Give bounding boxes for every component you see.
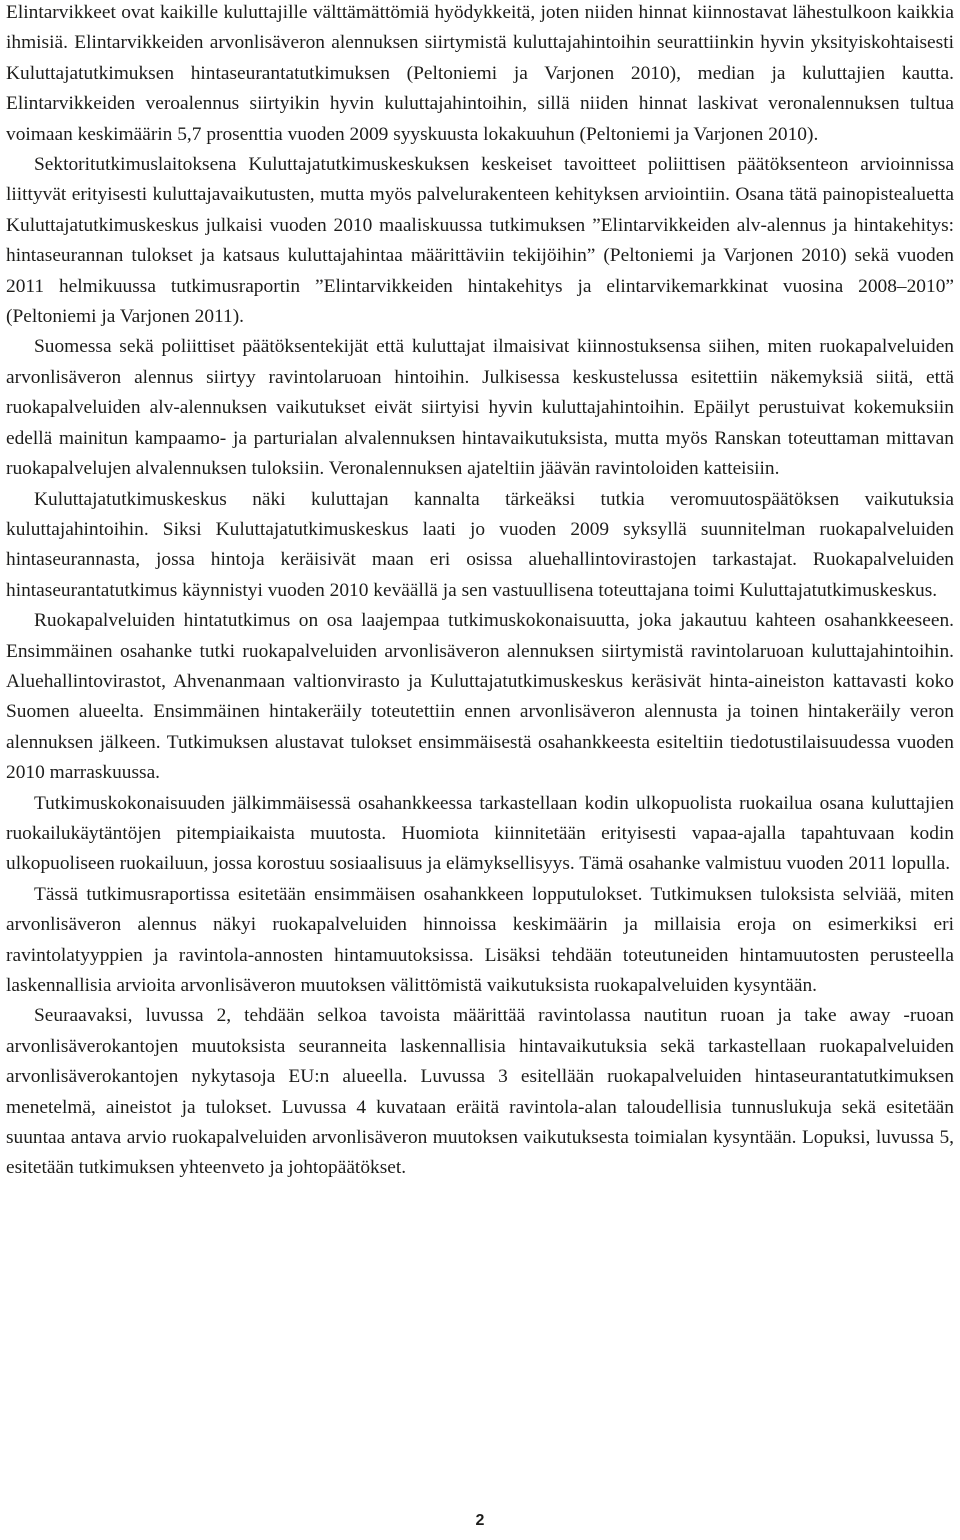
- paragraph-5: Ruokapalveluiden hintatutkimus on osa laajempaa tutkimuskokonaisuutta, joka jakautuu kahteen osahankkeeseen. Ensimmäinen osahanke tutki ruokapalveluiden arvonlisäveron alennuksen siirtymistä ravintolaruoan kuluttajahintoihin. Aluehallintovirastot, Ahvenanmaan valtionvirasto ja Kuluttajatutkimuskeskus keräsivät hinta-aineiston kattavasti koko Suomen alueelta. Ensimmäinen hintakeräily toteutettiin ennen arvonlisäveron alennusta ja toinen hintakeräily veron alennuksen jälkeen. Tutkimuksen alustavat tulokset ensimmäisestä osahankkeesta esiteltiin tiedotustilaisuudessa vuoden 2010 marraskuussa.: [6, 610, 954, 784]
- paragraph-4: Kuluttajatutkimuskeskus näki kuluttajan kannalta tärkeäksi tutkia veromuutospäätöksen vaikutuksia kuluttajahintoihin. Siksi Kuluttajatutkimuskeskus laati jo vuoden 2009 syksyllä suunnitelman ruokapalveluiden hintaseurannasta, jossa hintoja keräisivät maan eri osissa aluehallintovirastojen tarkastajat. Ruokapalveluiden hintaseurantatutkimus käynnistyi vuoden 2010 keväällä ja sen vastuullisena toteuttajana toimi Kuluttajatutkimuskeskus.: [6, 488, 954, 601]
- page-number: 2: [475, 1512, 485, 1529]
- paragraph-3: Suomessa sekä poliittiset päätöksentekijät että kuluttajat ilmaisivat kiinnostuksensa siihen, miten ruokapalveluiden arvonlisäveron alennus siirtyy ravintolaruoan hintoihin. Julkisessa keskustelussa esitettiin näkemyksiä siitä, että ruokapalveluiden alv-alennuksen vaikutukset eivät siirtyisi hyvin kuluttajahintoihin. Epäilyt perustuivat kokemuksiin edellä mainitun kampaamo- ja parturialan alvalennuksen hintavaikutuksista, mutta myös Ranskan toteuttaman mittavan ruokapalvelujen alvalennuksen tuloksiin. Veronalennuksen ajateltiin jäävän ravintoloiden katteisiin.: [6, 336, 954, 480]
- paragraph-2: Sektoritutkimuslaitoksena Kuluttajatutkimuskeskuksen keskeiset tavoitteet poliittisen päätöksenteon arvioinnissa liittyvät erityisesti kuluttajavaikutusten, mutta myös palvelurakenteen kehityksen arviointiin. Osana tätä painopistealuetta Kuluttajatutkimuskeskus julkaisi vuoden 2010 maaliskuussa tutkimuksen ”Elintarvikkeiden alv-alennus ja hintakehitys: hintaseurannan tulokset ja katsaus kuluttajahintaa määrittäviin tekijöihin” (Peltoniemi ja Varjonen 2010) sekä vuoden 2011 helmikuussa tutkimusraportin ”Elintarvikkeiden hintakehitys ja elintarvikemarkkinat vuosina 2008–2010” (Peltoniemi ja Varjonen 2011).: [6, 154, 954, 328]
- paragraph-6: Tutkimuskokonaisuuden jälkimmäisessä osahankkeessa tarkastellaan kodin ulkopuolista ruokailua osana kuluttajien ruokailukäytäntöjen pitempiaikaista muutosta. Huomiota kiinnitetään erityisesti vapaa-ajalla tapahtuvaan kodin ulkopuoliseen ruokailuun, jossa korostuu sosiaalisuus ja elämyksellisyys. Tämä osahanke valmistuu vuoden 2011 lopulla.: [6, 792, 954, 875]
- paragraph-7: Tässä tutkimusraportissa esitetään ensimmäisen osahankkeen lopputulokset. Tutkimuksen tuloksista selviää, miten arvonlisäveron alennus näkyi ruokapalveluiden hinnoissa keskimäärin ja millaisia eroja on esimerkiksi eri ravintolatyyppien ja ravintola-annosten hintamuutoksissa. Lisäksi tehdään toteutuneiden hintamuutosten perusteella laskennallisia arvioita arvonlisäveron muutoksen välittömistä vaikutuksista ruokapalveluiden kysyntään.: [6, 883, 954, 996]
- paragraph-1: Elintarvikkeet ovat kaikille kuluttajille välttämättömiä hyödykkeitä, joten niiden hinnat kiinnostavat lähestulkoon kaikkia ihmisiä. Elintarvikkeiden arvonlisäveron alennuksen siirtymistä kuluttajahintoihin seurattiinkin hyvin yksityiskohtaisesti Kuluttajatutkimuksen hintaseurantatutkimuksen (Peltoniemi ja Varjonen 2010), median ja kuluttajien kautta. Elintarvikkeiden veroalennus siirtyikin hyvin kuluttajahintoihin, sillä niiden hinnat laskivat veronalennuksen tultua voimaan keskimäärin 5,7 prosenttia vuoden 2009 syyskuusta lokakuuhun (Peltoniemi ja Varjonen 2010).: [6, 2, 954, 145]
- paragraph-8: Seuraavaksi, luvussa 2, tehdään selkoa tavoista määrittää ravintolassa nautitun ruoan ja take away -ruoan arvonlisäverokantojen muutoksista seuranneita laskennallisia hintavaikutuksia sekä tarkastellaan ruokapalveluiden arvonlisäverokantojen nykytasoja EU:n alueella. Luvussa 3 esitellään ruokapalveluiden hintaseurantatutkimuksen menetelmä, aineistot ja tulokset. Luvussa 4 kuvataan eräitä ravintola-alan taloudellisia tunnuslukuja sekä esitetään suuntaa antava arvio ruokapalveluiden arvonlisäveron muutoksen vaikutuksesta toimialan kysyntään. Lopuksi, luvussa 5, esitetään tutkimuksen yhteenveto ja johtopäätökset.: [6, 1005, 954, 1179]
- body-text: [6, 0, 954, 1184]
